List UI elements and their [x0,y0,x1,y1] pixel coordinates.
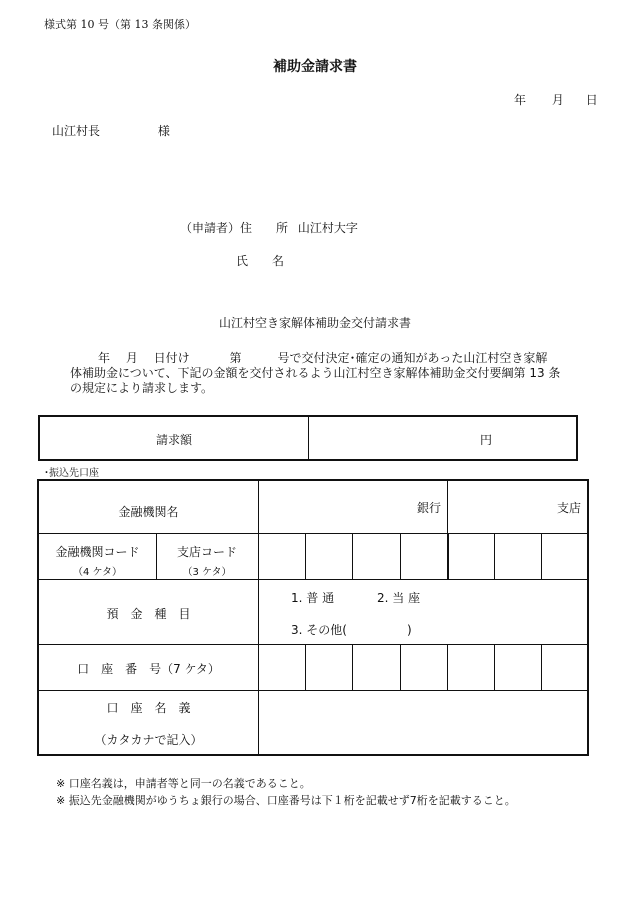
deposit-type-label: 預 金 種 目 [106,607,191,621]
deposit-option-current[interactable]: 2. 当 座 [377,591,421,605]
body-text-line-1: 年 月 日付け 第 号で交付決定･確定の通知があった山江村空き家解 [98,351,548,365]
form-number: 様式第 10 号（第 13 条関係） [44,18,196,31]
account-name-label: 口 座 名 義 [106,701,191,715]
document-title: 補助金請求書 [273,59,357,75]
addressee [52,122,170,139]
date-day: 日 [585,93,598,107]
note-yucho-bank: ※ 振込先金融機関がゆうちょ銀行の場合、口座番号は下１桁を記載せず7桁を記載すること。 [56,794,516,807]
date-year: 年 [514,93,527,107]
document-subtitle: 山江村空き家解体補助金交付請求書 [218,316,411,330]
bank-suffix[interactable]: 銀行 [417,501,442,515]
branch-code-digits: （3 ケタ） [182,567,232,578]
institution-code-label: 金融機関コード [55,545,140,559]
deposit-option-ordinary[interactable]: 1. 普 通 [291,591,335,605]
applicant-address [180,219,358,236]
date-line [510,91,598,108]
branch-suffix[interactable]: 支店 [557,501,582,515]
bank-account-table [37,479,589,756]
applicant-name[interactable]: 氏 名 [236,254,285,268]
institution-code-digits: （4 ケタ） [72,567,123,578]
amount-table [38,415,578,461]
note-account-name: ※ 口座名義は，申請者等と同一の名義であること。 [56,777,311,790]
amount-unit[interactable]: 円 [480,433,493,447]
addressee-name: 山江村長 [52,124,101,138]
request-body-text [70,351,590,396]
deposit-option-other[interactable]: 3. その他( ) [291,623,412,637]
bank-section-heading: ･振込先口座 [44,468,99,479]
account-name-hint: （カタカナで記入） [94,733,203,747]
applicant-address-value[interactable]: 山江村大字 [297,221,358,235]
notes [56,775,516,809]
addressee-honorific: 様 [157,124,170,138]
date-month: 月 [551,93,564,107]
institution-name-label: 金融機関名 [118,505,179,519]
amount-label: 請求額 [155,433,192,447]
account-number-label: 口 座 番 号（7 ケタ） [77,662,220,676]
body-text-line-2: 体補助金について、下記の金額を交付されるよう山江村空き家解体補助金交付要綱第 13 条 [70,366,561,380]
branch-code-label: 支店コード [176,545,237,559]
applicant-address-label: （申請者）住 所 [180,221,289,235]
body-text-line-3: の規定により請求します。 [70,381,214,395]
